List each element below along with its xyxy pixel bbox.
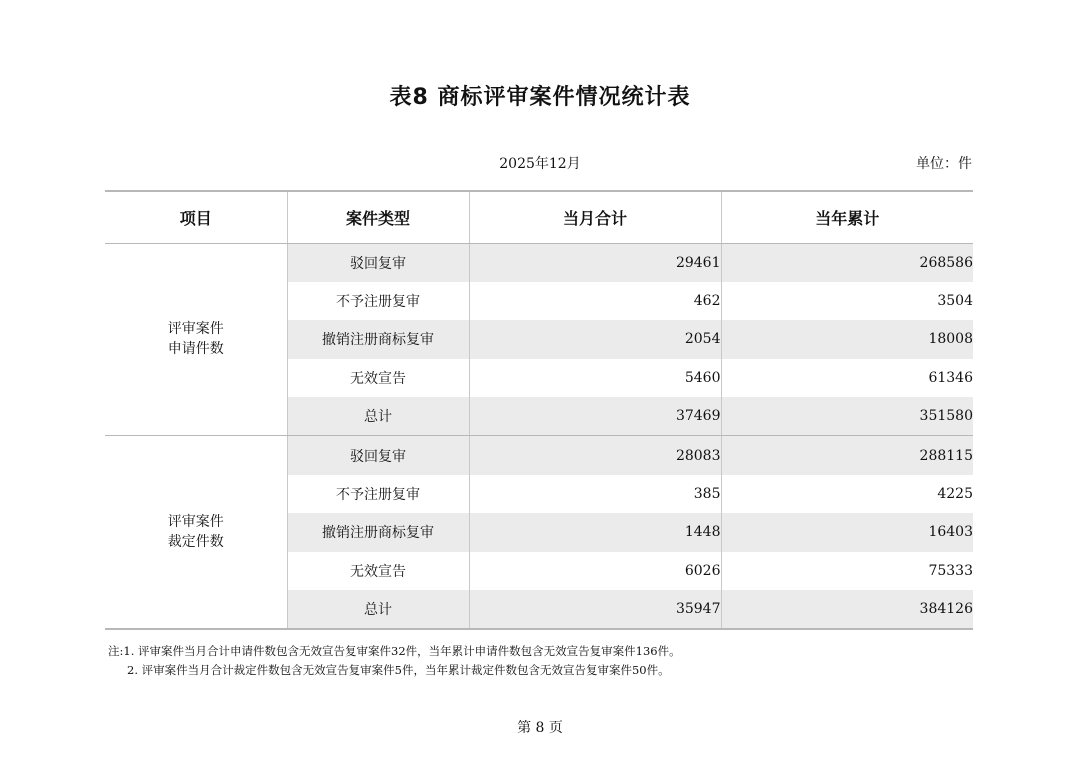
group-label: 评审案件 申请件数 — [105, 243, 287, 436]
column-header-month-total: 当月合计 — [469, 191, 721, 243]
month-total-cell: 35947 — [469, 590, 721, 629]
month-total-cell: 462 — [469, 282, 721, 321]
column-header-year-total: 当年累计 — [721, 191, 973, 243]
year-total-cell: 61346 — [928, 370, 973, 387]
year-total-cell: 3504 — [937, 292, 973, 309]
footnote-2: 2. 评审案件当月合计裁定件数包含无效宣告复审案件5件，当年累计裁定件数包含无效宣告复审案件50件。 — [127, 663, 670, 677]
page-number: 第 8 页 — [517, 720, 563, 736]
year-total-cell: 351580 — [721, 397, 973, 436]
footnote-1: 注:1. 评审案件当月合计申请件数包含无效宣告复审案件32件，当年累计申请件数包含无效宣告复审案件136件。 — [108, 644, 681, 658]
month-total-cell: 28083 — [469, 436, 721, 475]
year-total-cell: 18008 — [721, 320, 973, 359]
case-type-cell: 总计 — [287, 590, 469, 629]
month-total-cell: 2054 — [469, 320, 721, 359]
unit-label: 单位：件 — [916, 156, 972, 172]
case-type-cell: 不予注册复审 — [287, 475, 469, 514]
month-total-cell: 5460 — [469, 359, 721, 398]
case-type-cell: 总计 — [287, 397, 469, 436]
year-total-cell: 75333 — [928, 563, 973, 580]
year-total-cell: 268586 — [721, 243, 973, 282]
case-type-cell: 撤销注册商标复审 — [287, 320, 469, 359]
month-total-cell: 6026 — [469, 552, 721, 591]
table-header-row — [105, 191, 973, 243]
case-type-cell: 无效宣告 — [287, 359, 469, 398]
year-total-cell: 4225 — [937, 485, 973, 502]
table-row — [105, 243, 973, 282]
statistics-table — [105, 190, 973, 630]
footnotes — [108, 642, 681, 680]
table-body — [105, 243, 973, 629]
case-type-cell: 撤销注册商标复审 — [287, 513, 469, 552]
case-type-cell: 驳回复审 — [287, 436, 469, 475]
column-header-case-type: 案件类型 — [287, 191, 469, 243]
group-label: 评审案件 裁定件数 — [105, 436, 287, 629]
month-total-cell: 1448 — [469, 513, 721, 552]
report-date: 2025年12月 — [499, 156, 581, 172]
year-total-cell: 16403 — [721, 513, 973, 552]
column-header-item: 项目 — [105, 191, 287, 243]
month-total-cell: 37469 — [469, 397, 721, 436]
year-total-cell: 288115 — [721, 436, 973, 475]
month-total-cell: 29461 — [469, 243, 721, 282]
case-type-cell: 驳回复审 — [287, 243, 469, 282]
case-type-cell: 无效宣告 — [287, 552, 469, 591]
table-row — [105, 436, 973, 475]
year-total-cell: 384126 — [721, 590, 973, 629]
month-total-cell: 385 — [469, 475, 721, 514]
case-type-cell: 不予注册复审 — [287, 282, 469, 321]
page-title: 表8 商标评审案件情况统计表 — [389, 85, 691, 110]
